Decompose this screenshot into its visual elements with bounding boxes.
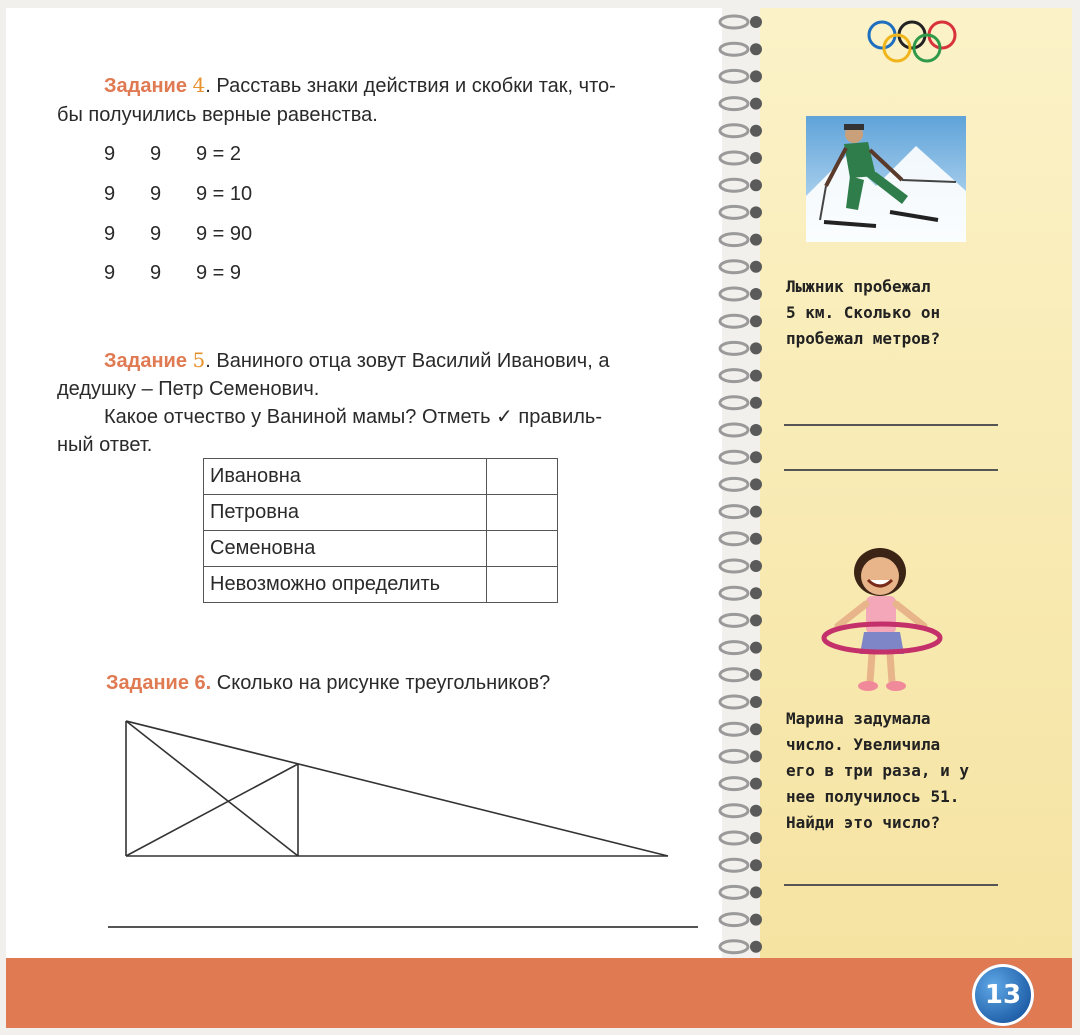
task5-number: 5: [192, 348, 206, 372]
spiral-ring-icon: [720, 206, 762, 218]
task4-label: Задание: [104, 75, 187, 97]
spiral-binding-icon: [712, 8, 772, 958]
equation-term: 9: [150, 183, 162, 205]
answer-checkbox[interactable]: [487, 567, 558, 603]
skier-question-line: пробежал метров?: [786, 329, 941, 348]
task6-heading: [106, 668, 550, 698]
spiral-ring-icon: [720, 261, 762, 273]
equation-term: 9 = 2: [196, 143, 242, 165]
answer-row: [204, 495, 558, 531]
equation-term: 9: [150, 223, 162, 245]
spiral-ring-icon: [720, 642, 762, 654]
answer-row: [204, 531, 558, 567]
triangles-figure: [120, 715, 680, 865]
spiral-ring-icon: [720, 125, 762, 137]
spiral-ring-icon: [720, 70, 762, 82]
spiral-ring-icon: [720, 614, 762, 626]
spiral-ring-icon: [720, 315, 762, 327]
skier-question-line: 5 км. Сколько он: [786, 303, 941, 322]
spiral-ring-icon: [720, 152, 762, 164]
spiral-ring-icon: [720, 696, 762, 708]
task4-heading: Задание 4. Расставь знаки действия и скобки так, что-: [104, 73, 616, 97]
task5-text-line2: дедушку – Петр Семенович.: [57, 378, 320, 400]
spiral-ring-icon: [720, 397, 762, 409]
answer-row: [204, 567, 558, 603]
answer-option-label: Петровна: [204, 495, 487, 531]
equation-row: [104, 143, 241, 166]
spiral-ring-icon: [720, 16, 762, 28]
answer-checkbox[interactable]: [487, 495, 558, 531]
marina-question-line: его в три раза, и у: [786, 761, 970, 780]
equation-term: 9: [150, 143, 162, 165]
bottom-band: [6, 958, 1072, 1028]
spiral-ring-icon: [720, 43, 762, 55]
girl-hula-hoop-illustration: [818, 546, 952, 694]
task5-question-line1: Какое отчество у Ваниной мамы? Отметь ✓ правиль-: [104, 406, 602, 428]
answer-table: [203, 458, 558, 603]
olympic-rings-icon: [864, 18, 960, 66]
task6-label: Задание 6.: [106, 672, 212, 694]
equation-row: [104, 223, 252, 246]
skier-illustration: [806, 116, 966, 242]
answer-option-label: Семеновна: [204, 531, 487, 567]
task4-text-line1: Расставь знаки действия и скобки так, что-: [216, 75, 616, 97]
spiral-ring-icon: [720, 941, 762, 953]
task5-heading: Задание 5. Ваниного отца зовут Василий Иванович, а: [104, 348, 610, 372]
equation-row: [104, 262, 241, 285]
spiral-ring-icon: [720, 451, 762, 463]
figure-line: [126, 721, 298, 856]
spiral-ring-icon: [720, 98, 762, 110]
answer-line[interactable]: [784, 469, 998, 471]
answer-option-label: Ивановна: [204, 459, 487, 495]
spiral-ring-icon: [720, 886, 762, 898]
spiral-ring-icon: [720, 506, 762, 518]
equation-term: 9 = 10: [196, 183, 253, 205]
spiral-ring-icon: [720, 234, 762, 246]
figure-line: [126, 721, 668, 856]
task4-number: 4: [192, 73, 206, 97]
answer-checkbox[interactable]: [487, 531, 558, 567]
task6-text: Сколько на рисунке треугольников?: [216, 672, 551, 694]
skier-question-line: Лыжник пробежал: [786, 277, 931, 296]
task5-label: Задание: [104, 350, 187, 372]
spiral-ring-icon: [720, 859, 762, 871]
page-number-badge: 13: [972, 964, 1034, 1026]
equation-term: 9 = 90: [196, 223, 253, 245]
spiral-ring-icon: [720, 669, 762, 681]
spiral-ring-icon: [720, 288, 762, 300]
spiral-ring-icon: [720, 750, 762, 762]
marina-question-line: нее получилось 51.: [786, 787, 960, 806]
marina-question: [786, 706, 969, 836]
spiral-ring-icon: [720, 424, 762, 436]
spiral-ring-icon: [720, 914, 762, 926]
equation-row: [104, 183, 252, 206]
spiral-ring-icon: [720, 179, 762, 191]
answer-option-label: Невозможно определить: [204, 567, 487, 603]
spiral-ring-icon: [720, 805, 762, 817]
equation-term: 9: [104, 262, 116, 284]
girl-face-icon: [861, 557, 899, 595]
answer-checkbox[interactable]: [487, 459, 558, 495]
spiral-ring-icon: [720, 587, 762, 599]
answer-row: [204, 459, 558, 495]
spiral-ring-icon: [720, 370, 762, 382]
answer-line[interactable]: [784, 424, 998, 426]
equation-term: 9: [104, 223, 116, 245]
answer-line[interactable]: [108, 926, 698, 928]
spiral-ring-icon: [720, 533, 762, 545]
equation-term: 9: [104, 183, 116, 205]
marina-question-line: число. Увеличила: [786, 735, 941, 754]
task5-text-line1: Ваниного отца зовут Василий Иванович, а: [216, 350, 610, 372]
spiral-ring-icon: [720, 478, 762, 490]
equation-term: 9: [104, 143, 116, 165]
marina-question-line: Марина задумала: [786, 709, 931, 728]
task4-text-line2: бы получились верные равенства.: [57, 104, 378, 126]
equation-term: 9 = 9: [196, 262, 242, 284]
skier-question: [786, 274, 940, 352]
marina-question-line: Найди это число?: [786, 813, 941, 832]
spiral-ring-icon: [720, 723, 762, 735]
equation-term: 9: [150, 262, 162, 284]
spiral-ring-icon: [720, 778, 762, 790]
answer-line[interactable]: [784, 884, 998, 886]
spiral-ring-icon: [720, 832, 762, 844]
spiral-ring-icon: [720, 560, 762, 572]
spiral-ring-icon: [720, 342, 762, 354]
task5-question-line2: ный ответ.: [57, 434, 153, 456]
figure-line: [126, 764, 298, 856]
